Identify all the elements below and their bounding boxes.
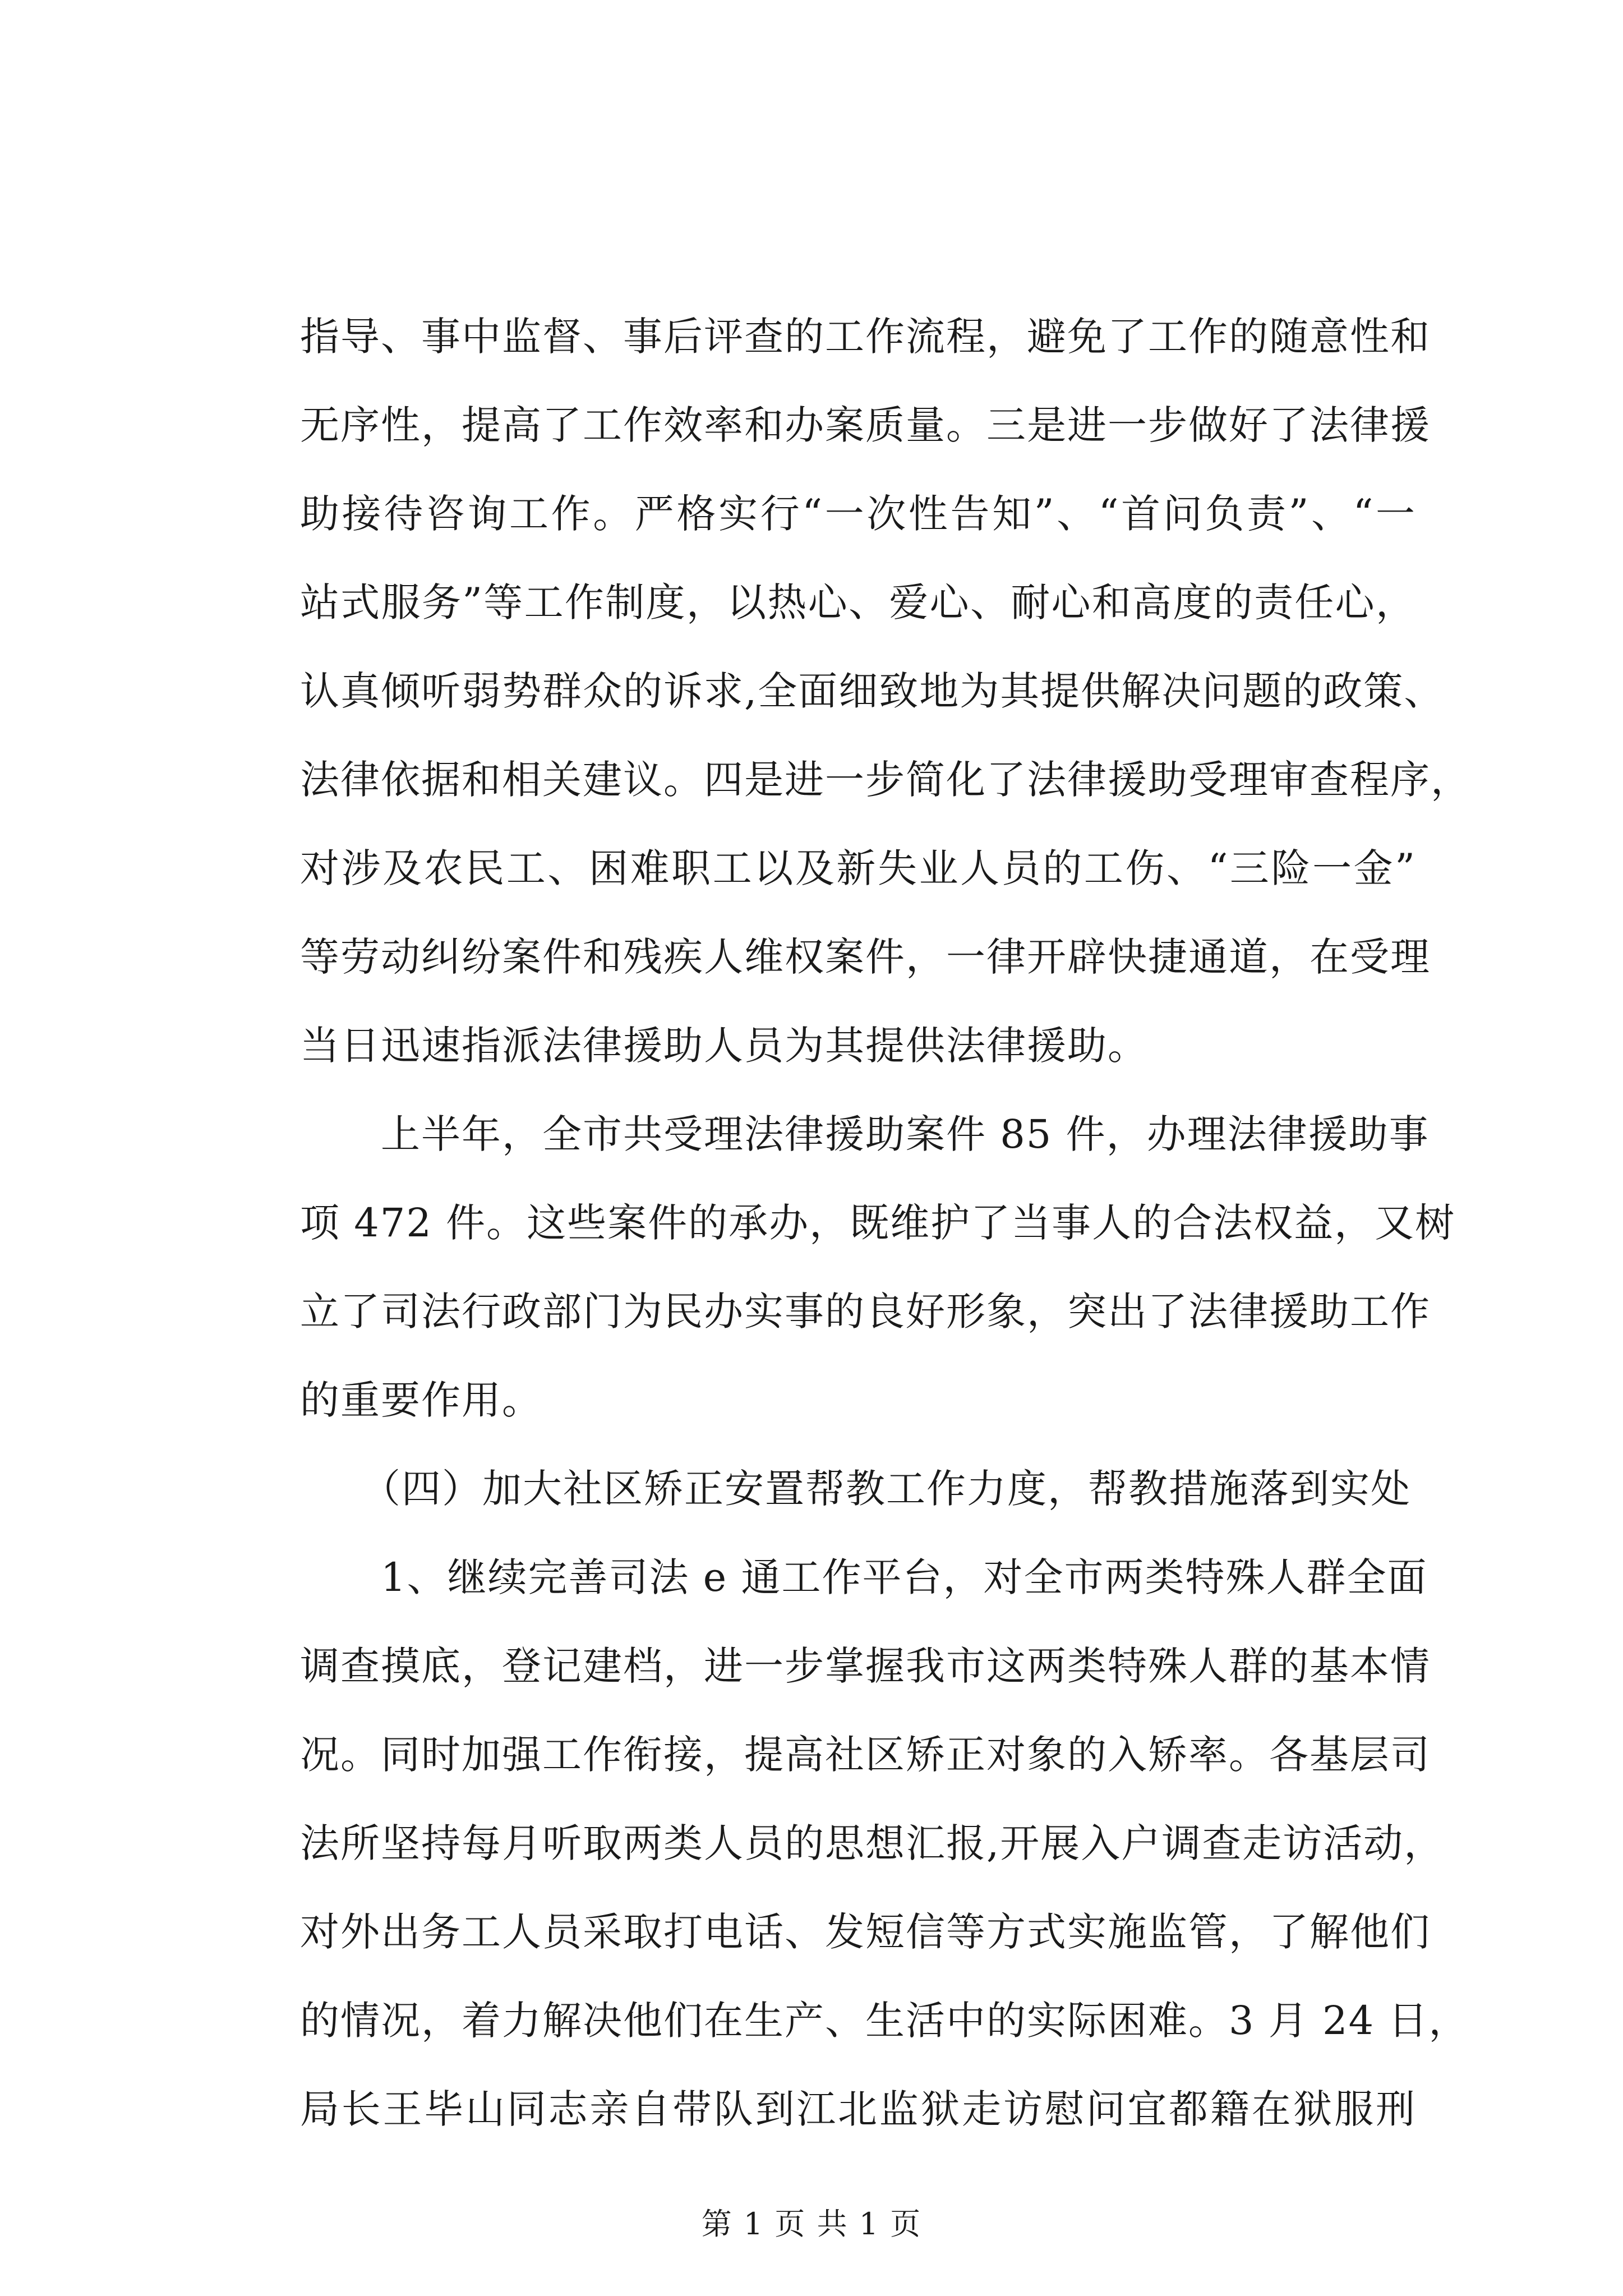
section-heading: （四）加大社区矫正安置帮教工作力度，帮教措施落到实处: [300, 1466, 1411, 1512]
text-line: 认真倾听弱势群众的诉求,全面细致地为其提供解决问题的政策、: [300, 668, 1445, 714]
text-line: 法律依据和相关建议。四是进一步简化了法律援助受理审查程序，: [300, 757, 1471, 803]
text-line: 调查摸底，登记建档，进一步掌握我市这两类特殊人群的基本情: [300, 1643, 1431, 1689]
page-footer: 第 1 页 共 1 页: [701, 2206, 922, 2242]
text-line: 站式服务”等工作制度，以热心、爱心、耐心和高度的责任心，: [300, 579, 1416, 625]
text-line: 的情况，着力解决他们在生产、生活中的实际困难。3 月 24 日，: [300, 1998, 1469, 2044]
text-line: 对涉及农民工、困难职工以及新失业人员的工伤、“三险一金”: [300, 845, 1416, 891]
text-line: 况。同时加强工作衔接，提高社区矫正对象的入矫率。各基层司: [300, 1732, 1431, 1778]
text-line: 1、继续完善司法 e 通工作平台，对全市两类特殊人群全面: [300, 1554, 1428, 1600]
text-line: 助接待咨询工作。严格实行“一次性告知”、“首问负责”、“一: [300, 491, 1416, 537]
text-line: 等劳动纠纷案件和残疾人维权案件，一律开辟快捷通道，在受理: [300, 934, 1431, 980]
text-line: 的重要作用。: [300, 1377, 542, 1423]
text-line: 无序性，提高了工作效率和办案质量。三是进一步做好了法律援: [300, 402, 1431, 448]
text-line: 项 472 件。这些案件的承办，既维护了当事人的合法权益，又树: [300, 1200, 1456, 1246]
text-line: 指导、事中监督、事后评查的工作流程，避免了工作的随意性和: [300, 314, 1431, 360]
text-line: 法所坚持每月听取两类人员的思想汇报,开展入户调查走访活动，: [300, 1820, 1445, 1866]
text-line: 立了司法行政部门为民办实事的良好形象，突出了法律援助工作: [300, 1289, 1431, 1335]
text-line: 当日迅速指派法律援助人员为其提供法律援助。: [300, 1023, 1148, 1069]
text-line: 对外出务工人员采取打电话、发短信等方式实施监管，了解他们: [300, 1909, 1431, 1955]
text-line: 上半年，全市共受理法律援助案件 85 件，办理法律援助事: [300, 1111, 1430, 1157]
text-line: 局长王毕山同志亲自带队到江北监狱走访慰问宜都籍在狱服刑: [300, 2086, 1416, 2132]
